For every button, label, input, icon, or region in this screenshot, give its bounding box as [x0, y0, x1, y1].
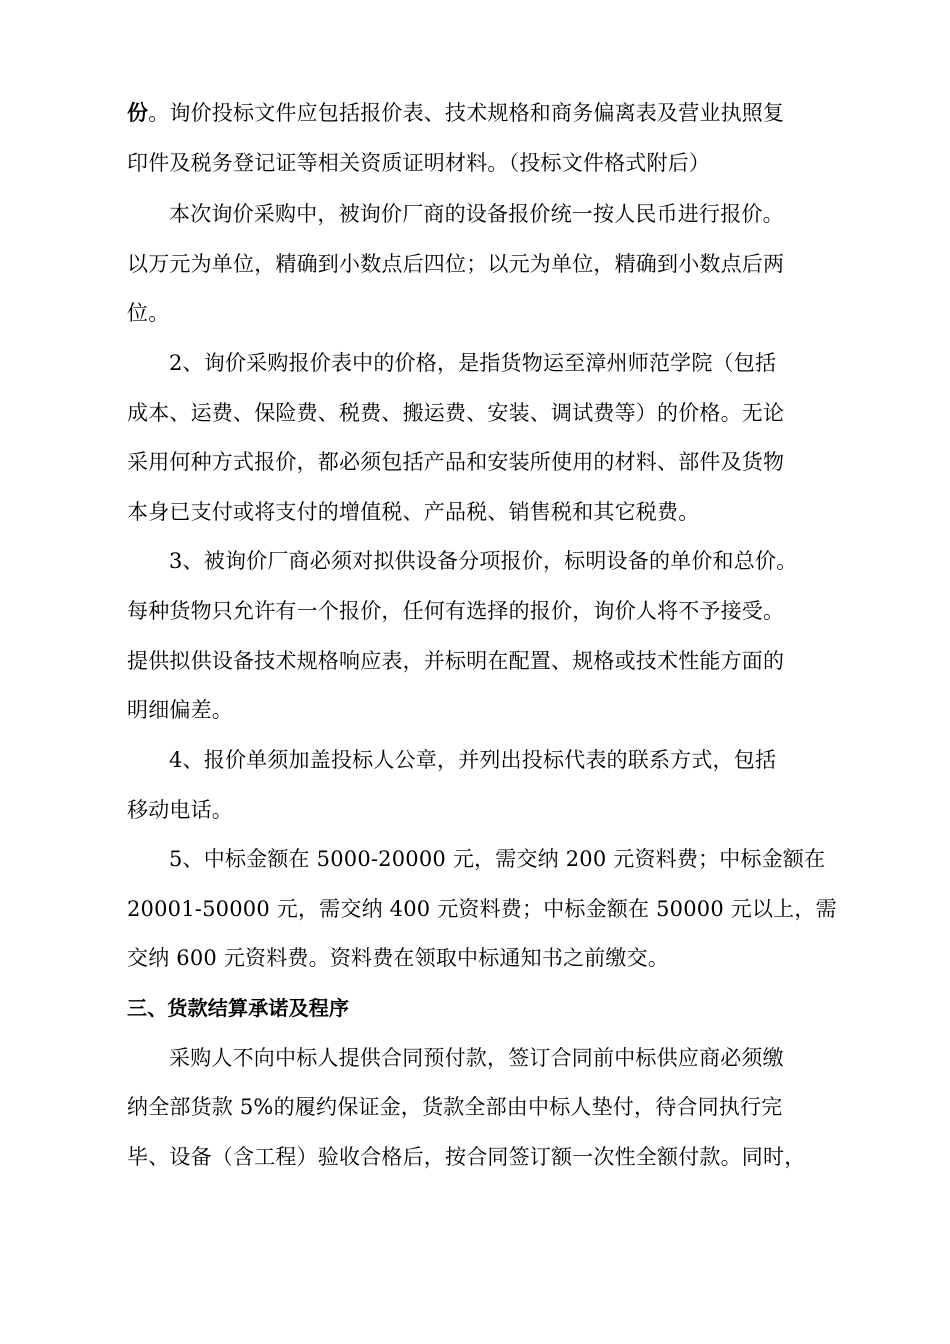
paragraph-line: 4、报价单须加盖投标人公章，并列出投标代表的联系方式，包括 — [169, 748, 777, 772]
paragraph-line: 提供拟供设备技术规格响应表，并标明在配置、规格或技术性能方面的 — [127, 649, 785, 673]
paragraph-line: 交纳 600 元资料费。资料费在领取中标通知书之前缴交。 — [127, 946, 670, 970]
paragraph-line: 本身已支付或将支付的增值税、产品税、销售税和其它税费。 — [127, 500, 700, 524]
line-text: 。询价投标文件应包括报价表、技术规格和商务偏离表及营业执照复 — [148, 101, 785, 125]
bold-text: 份 — [127, 100, 149, 125]
paragraph-line: 以万元为单位，精确到小数点后四位；以元为单位，精确到小数点后两 — [127, 252, 785, 276]
paragraph-line: 本次询价采购中，被询价厂商的设备报价统一按人民币进行报价。 — [169, 202, 784, 226]
paragraph-line: 每种货物只允许有一个报价，任何有选择的报价，询价人将不予接受。 — [127, 599, 785, 623]
paragraph-line: 2、询价采购报价表中的价格，是指货物运至漳州师范学院（包括 — [169, 351, 777, 375]
paragraph-line: 明细偏差。 — [127, 698, 233, 722]
section-heading: 三、货款结算承诺及程序 — [127, 996, 350, 1020]
paragraph-line: 成本、运费、保险费、税费、搬运费、安装、调试费等）的价格。无论 — [127, 401, 785, 425]
paragraph-line: 20001-50000 元，需交纳 400 元资料费；中标金额在 50000 元以上，需 — [127, 897, 837, 921]
paragraph-line: 3、被询价厂商必须对拟供设备分项报价，标明设备的单价和总价。 — [169, 549, 798, 573]
paragraph-line: 毕、设备（含工程）验收合格后，按合同签订额一次性全额付款。同时， — [127, 1145, 806, 1169]
paragraph-line: 印件及税务登记证等相关资质证明材料。（投标文件格式附后） — [127, 151, 711, 175]
paragraph-line: 位。 — [127, 301, 170, 325]
paragraph-line: 5、中标金额在 5000-20000 元，需交纳 200 元资料费；中标金额在 — [169, 847, 826, 871]
paragraph-line: 采用何种方式报价，都必须包括产品和安装所使用的材料、部件及货物 — [127, 450, 785, 474]
paragraph-line: 移动电话。 — [127, 798, 233, 822]
paragraph-line: 纳全部货款 5%的履约保证金，货款全部由中标人垫付，待合同执行完 — [127, 1095, 783, 1119]
paragraph-line — [127, 98, 784, 128]
paragraph-line: 采购人不向中标人提供合同预付款，签订合同前中标供应商必须缴 — [169, 1046, 784, 1070]
